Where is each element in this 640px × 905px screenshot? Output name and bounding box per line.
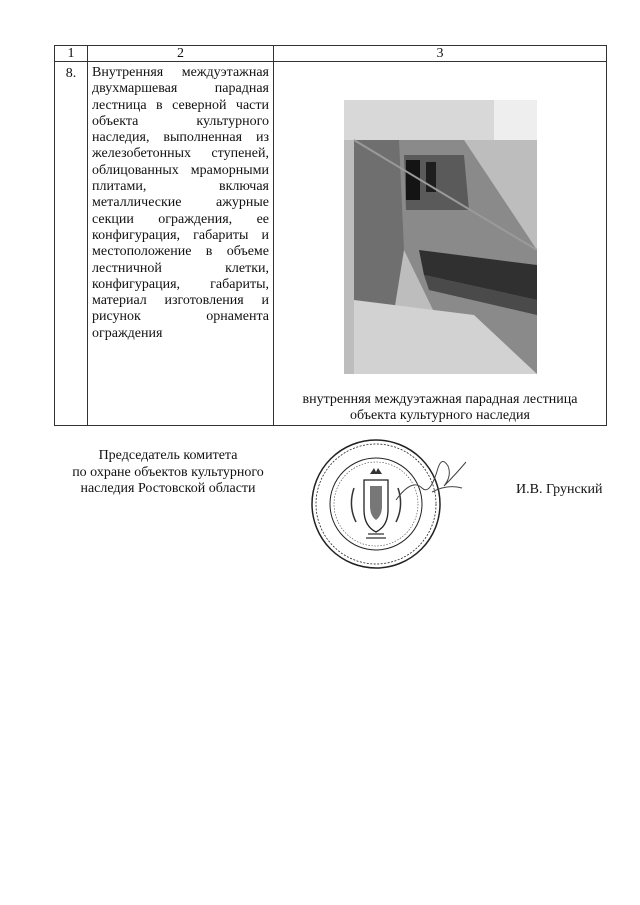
table-header-row (55, 46, 607, 62)
header-col-2: 2 (88, 46, 274, 62)
signatory-title-line-3: наследия Ростовской области (80, 481, 256, 496)
monument-features-table (54, 45, 607, 426)
signatory-title-line-1: Председатель комитета (98, 448, 238, 463)
signatory-title (55, 448, 281, 498)
row-number: 8. (55, 62, 88, 426)
signatory-name: И.В. Грунский (516, 482, 603, 497)
header-col-1: 1 (55, 46, 88, 62)
table-row (55, 62, 607, 426)
signatory-title-line-2: по охране объектов культурного (72, 464, 264, 480)
photo-cell (274, 62, 607, 426)
caption-line-2: объекта культурного наследия (350, 408, 530, 424)
row-description: Внутренняя междуэтажная двухмаршевая парадная лестница в северной части объекта культурного наследия, выполненная из железобетонных ступеней, облицованных мраморными плитами, включая металлические ажурные секции ограждения, ее конфигурация, габариты и местоположение в объеме лестничной клетки, конфигурация, габариты, материал изготовления и рисунок орнамента ограждения (88, 62, 274, 426)
header-col-3: 3 (274, 46, 607, 62)
staircase-photo (344, 100, 537, 374)
caption-line-1: внутренняя междуэтажная парадная лестница (302, 392, 578, 407)
photo-caption (274, 392, 606, 425)
handwritten-signature (392, 448, 472, 508)
